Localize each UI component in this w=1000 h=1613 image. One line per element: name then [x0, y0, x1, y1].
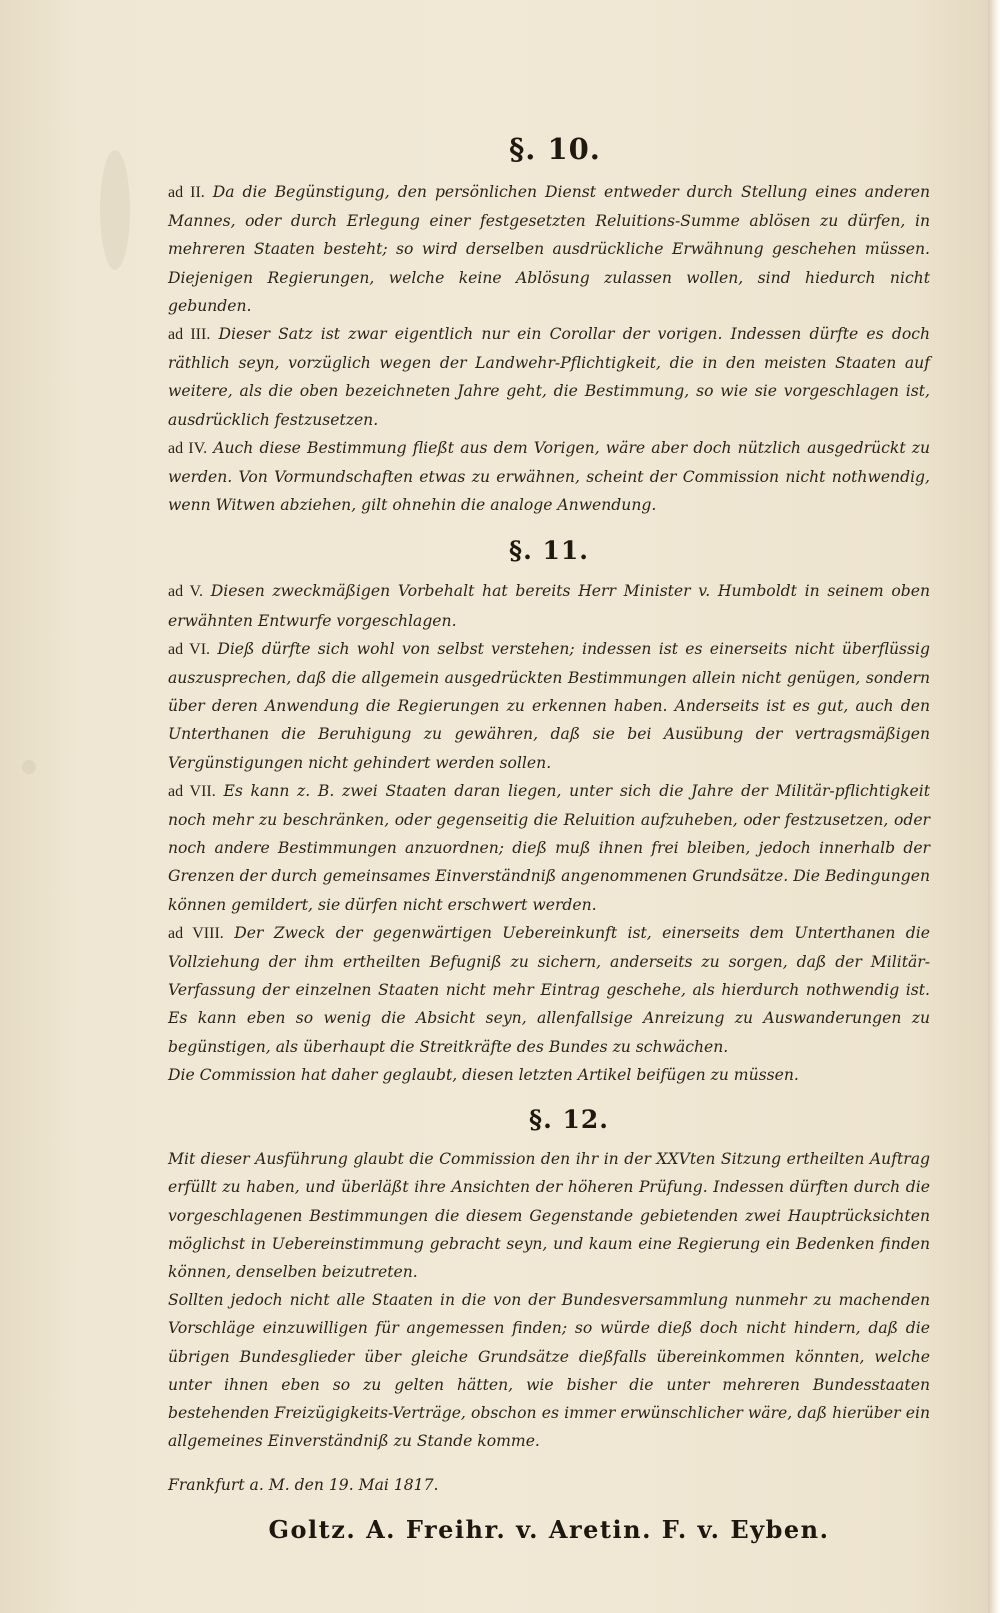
section-heading: §. 12.: [529, 1105, 609, 1135]
paragraph: [168, 919, 930, 1061]
paragraph-lead: ad V.: [168, 583, 204, 601]
paragraph-text: Sollten jedoch nicht alle Staaten in die von der Bundesversammlung nunmehr zu machenden Vorschläge einzuwilligen für angemessen finden; so würde dieß doch nicht hindern, daß die übrigen Bundesglieder über gleiche Grundsätze dießfalls übereinkommen könnten, welche unter ihnen eben so zu gelten hätten, wie bisher die unter mehreren Bundesstaaten bestehenden Freizügigkeits-Verträge, obschon es immer erwünschlicher wäre, daß hierüber ein allgemeines Einverständniß zu Stande komme.: [168, 1291, 930, 1451]
document-body: [168, 120, 930, 1544]
paragraph-text: Dieser Satz ist zwar eigentlich nur ein Corollar der vorigen. Indessen dürfte es doch räthlich seyn, vorzüglich wegen der Landwehr-Pflichtigkeit, die in den meisten Staaten auf weitere, als die oben bezeichneten Jahre geht, die Bestimmung, so wie sie vorgeschlagen ist, ausdrücklich festzusetzen.: [168, 325, 930, 429]
paragraph-text: Diesen zweckmäßigen Vorbehalt hat bereits Herr Minister v. Humboldt in seinem oben erwähnten Entwurfe vorgeschlagen.: [168, 582, 930, 630]
paragraph-lead: ad II.: [168, 184, 205, 201]
paragraph-text: Da die Begünstigung, den persönlichen Dienst entweder durch Stellung eines anderen Mannes, oder durch Erlegung einer festgesetzten Reluitions-Summe ablösen zu dürfen, in mehreren Staaten besteht; so wird derselben ausdrückliche Erwähnung geschehen müssen. Diejenigen Regierungen, welche keine Ablösung zulassen wollen, sind hiedurch nicht gebunden.: [168, 183, 930, 315]
page-edge: [988, 0, 1000, 1613]
paragraph-text: Die Commission hat daher geglaubt, diesen letzten Artikel beifügen zu müssen.: [168, 1065, 799, 1084]
paragraph: [168, 635, 930, 777]
paragraph-text: Der Zweck der gegenwärtigen Uebereinkunft ist, einerseits dem Unterthanen die Vollziehung der ihm ertheilten Befugniß zu sichern, anderseits zu sorgen, daß der Militär-Verfassung der einzelnen Staaten nicht mehr Eintrag geschehe, als hierdurch nothwendig ist. Es kann eben so wenig die Absicht seyn, allenfallsige Anreizung zu Auswanderungen zu begünstigen, als überhaupt die Streitkräfte des Bundes zu schwächen.: [168, 923, 930, 1056]
paragraph-text: Auch diese Bestimmung fließt aus dem Vorigen, wäre aber doch nützlich ausgedrückt zu werden. Von Vormundschaften etwas zu erwähnen, scheint der Commission nicht nothwendig, wenn Witwen abziehen, gilt ohnehin die analoge Anwendung.: [168, 438, 930, 515]
paragraph: [168, 777, 930, 919]
paragraph-lead: ad IV.: [168, 439, 208, 457]
paragraph-text: Es kann z. B. zwei Staaten daran liegen, unter sich die Jahre der Militär-pflichtigkeit noch mehr zu beschränken, oder gegenseitig die Reluition aufzuheben, oder festzusetzen, oder noch andere Bestimmungen anzuordnen; dieß muß ihnen frei bleiben, jedoch innerhalb der Grenzen der durch gemeinsames Einverständniß angenommenen Grundsätze. Die Bedingungen können gemildert, sie dürfen nicht erschwert werden.: [168, 781, 930, 914]
section-heading: §. 11.: [509, 536, 589, 566]
paragraph-text: Dieß dürfte sich wohl von selbst verstehen; indessen ist es einerseits nicht überflüssig auszusprechen, daß die allgemein ausgedrückten Bestimmungen allein nicht genügen, sondern über deren Anwendung die Regierungen zu erkennen haben. Anderseits ist es gut, auch den Unterthanen die Beruhigung zu gewähren, daß sie bei Ausübung der vertragsmäßigen Vergünstigungen nicht gehindert werden sollen.: [168, 639, 930, 772]
paragraph-lead: ad VII.: [168, 782, 216, 800]
section-heading: §. 10.: [509, 132, 601, 166]
signature-line: Goltz. A. Freihr. v. Aretin. F. v. Eyben.: [268, 1514, 830, 1544]
paragraph-text: Mit dieser Ausführung glaubt die Commission den ihr in der XXVten Sitzung ertheilten Auftrag erfüllt zu haben, und überläßt ihre Ansichten der höheren Prüfung. Indessen dürften durch die vorgeschlagenen Bestimmungen die diesem Gegenstande gebietenden zwei Hauptrücksichten möglichst in Uebereinstimmung gebracht seyn, und kaum eine Regierung ein Bedenken finden können, denselben beizutreten.: [168, 1150, 930, 1281]
paragraph: [168, 1145, 930, 1286]
page-spot: [22, 760, 36, 774]
paragraph: [168, 178, 930, 320]
paragraph-lead: ad VIII.: [168, 924, 224, 942]
paragraph-lead: ad VI.: [168, 640, 211, 658]
paragraph: [168, 434, 930, 520]
page-stain: [100, 150, 130, 270]
paragraph: [168, 1061, 930, 1089]
paragraph: [168, 577, 930, 634]
paragraph: [168, 320, 930, 434]
paragraph: [168, 1286, 930, 1455]
paragraph-lead: ad III.: [168, 326, 211, 344]
date-line: Frankfurt a. M. den 19. Mai 1817.: [168, 1475, 439, 1494]
